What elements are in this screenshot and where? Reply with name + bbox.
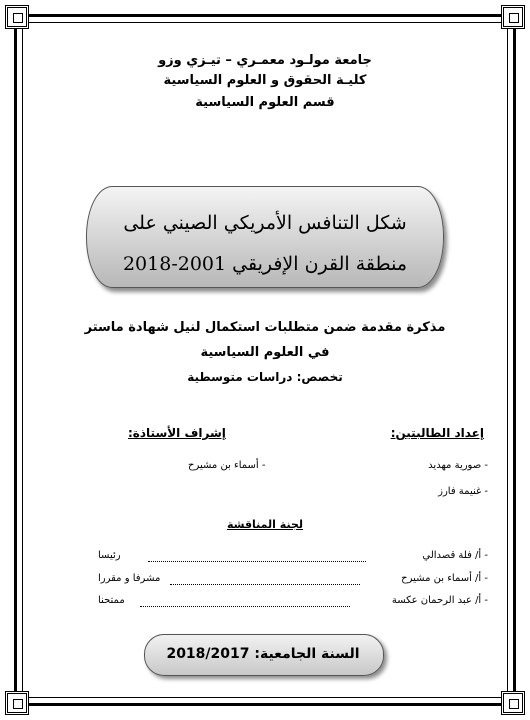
- jury-member-role: مشرفا و مقررا: [98, 573, 161, 584]
- student-name: - غنيمة فارز: [438, 486, 488, 497]
- jury-member-role: ممتحنا: [98, 595, 125, 606]
- thesis-title-line1: شكل التنافس الأمريكي الصيني على: [123, 212, 407, 234]
- faculty-name: كليـة الحقوق و العلوم السياسية: [163, 73, 367, 88]
- department-name: قسم العلوم السياسية: [195, 95, 335, 110]
- university-name: جامعة مولـود معمـري – تيـزي وزو: [158, 53, 372, 68]
- supervisor-heading: إشراف الأستاذة:: [128, 426, 226, 440]
- specialty: تخصص: دراسات متوسطية: [187, 370, 343, 384]
- dotted-leader: [170, 584, 360, 585]
- corner-ornament-top-left: [5, 5, 29, 29]
- corner-ornament-bottom-left: [5, 691, 29, 715]
- dotted-leader: [140, 606, 350, 607]
- jury-member-name: - أ/ عبد الرحمان عكسة: [391, 595, 488, 606]
- jury-heading: لجنة المناقشة: [226, 518, 303, 531]
- memo-field: في العلوم السياسية: [200, 345, 330, 360]
- jury-member-role: رئيسا: [98, 550, 121, 561]
- jury-member-name: - أ/ فلة قصدالي: [422, 550, 488, 561]
- jury-member-name: - أ/ أسماء بن مشيرح: [401, 573, 488, 584]
- corner-ornament-top-right: [501, 5, 525, 29]
- thesis-title-line2: منطقة القرن الإفريقي 2001-2018: [122, 253, 408, 275]
- supervisor-name: - أسماء بن مشيرح: [188, 460, 266, 471]
- memo-description: مذكرة مقدمة ضمن متطلبات استكمال لنيل شهادة ماستر: [84, 320, 446, 335]
- student-name: - صورية مهديد: [428, 460, 488, 471]
- academic-year: السنة الجامعية: 2018/2017: [166, 646, 360, 662]
- corner-ornament-bottom-right: [501, 691, 525, 715]
- students-heading: إعداد الطالبتين:: [390, 426, 484, 440]
- dotted-leader: [148, 561, 366, 562]
